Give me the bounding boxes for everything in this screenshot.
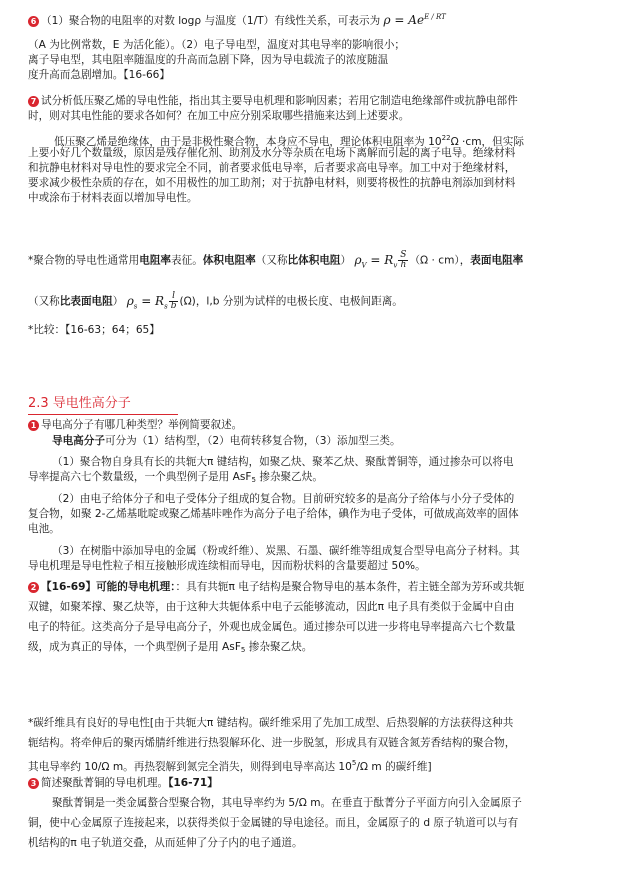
p6-line-3: 其电导率约 10/Ω m。再热裂解到氮完全消失，则得到电导率高达 $10^5/\Omega$ m 的碳纤维] (28, 759, 432, 773)
p6-line-2: 轭结构。将牵伸后的聚丙烯腈纤维进行热裂解环化、进一步脱氢，形成具有双链含氮芳香结构的聚合物， (28, 737, 516, 749)
p4-line-4: 导率提高六七个数量级，一个典型例子是用 AsF$_5$ 掺杂聚乙炔。 (28, 471, 323, 484)
p7-line-1: 3 简述聚酞菁铜的导电机理。【16-71】 (28, 776, 218, 790)
section-divider (28, 414, 178, 415)
formula: $\rho = Ae^{E / RT}$ (383, 13, 446, 27)
p2-line-1 (28, 94, 518, 108)
p1-line-2: （A 为比例常数，E 为活化能）。（2）电子导电型，温度对其电导率的影响很小； (28, 39, 405, 51)
fraction-l-over-b: $\frac{l}{b}$ (170, 291, 177, 311)
number-badge-1-icon: 1 (28, 420, 39, 431)
p3-line-1: *聚合物的导电性通常用电阻率表征。体积电阻率（又称比体积电阻） $\rho_V = R_v$ $\frac{S}{h}$ （Ω · cm），表面电阻率 (28, 250, 524, 270)
p2-line-2: 时，则对其电性能的要求各如何？在加工中应分别采取哪些措施来达到上述要求。 (28, 110, 410, 122)
p5-line-3: 电子的特征。这类高分子是导电高分子，外观也成金属色。通过掺杂可以进一步将电导率提高六七个数量 (28, 621, 516, 633)
p4-line-8: （3）在树脂中添加导电的金属（粉或纤维）、炭黑、石墨、碳纤维等组成复合型导电高分子材料。其 (52, 545, 520, 557)
number-badge-2-icon: 2 (28, 582, 39, 593)
p4-line-5: （2）由电子给体分子和电子受体分子组成的复合物。目前研究较多的是高分子给体与小分子受体的 (52, 493, 515, 505)
number-badge-3-icon: 3 (28, 778, 39, 789)
p1-text: （1）聚合物的电阻率的对数 logρ 与温度（1/T）有线性关系，可表示为 (41, 15, 381, 27)
p1-line-3: 离子导电型，其电阻率随温度的升高而急剧下降，因为导电载流子的浓度随温 (28, 54, 389, 66)
p5-line-2: 双键，如聚苯撑、聚乙炔等，由于这种大共轭体系中电子云能够流动，因此π 电子具有类似于金属中自由 (28, 601, 515, 613)
section-title: 2.3 导电性高分子 (28, 396, 131, 411)
surface-resistivity-formula: $\rho_s = R_s$ (126, 293, 168, 310)
p7-line-2: 聚酞菁铜是一类金属螯合型聚合物，其电导率约为 5/Ω m。在垂直于酞菁分子平面方向引入金属原子 (52, 797, 522, 809)
p7-line-3: 铜，使中心金属原子连接起来，以获得类似于金属键的导电途径。而且，金属原子的 d 原子轨道可以与有 (28, 817, 519, 829)
fraction-s-over-h: $\frac{S}{h}$ (400, 250, 407, 270)
p2-line-4: 上要小好几个数量级，原因是残存催化剂、助剂及水分等杂质在电场下离解而引起的离子电导。绝缘材料 (28, 147, 516, 159)
p4-line-9: 导电机理是导电性粒子相互接触形成连续相而导电，因而粉状料的含量要超过 50%。 (28, 560, 426, 572)
p2-line-3: 低压聚乙烯是绝缘体，由于是非极性聚合物，本身应不导电，理论体积电阻率为 $10^{22}\Omega \cdot cm$，但实际 (54, 134, 524, 148)
number-badge-7-icon: 7 (28, 96, 39, 107)
p3-line-3: *比较：【16-63；64；65】 (28, 324, 160, 336)
p2-line-7: 中或涂布于材料表面以增加导电性。 (28, 192, 198, 204)
volume-resistivity-formula: $\rho_V = R_v$ (354, 252, 398, 269)
p4-line-3: （1）聚合物自身具有长的共轭大π 键结构，如聚乙炔、聚苯乙炔、聚酞菁铜等，通过掺杂可以将电 (52, 456, 514, 468)
p4-line-2: 导电高分子可分为（1）结构型，（2）电荷转移复合物，（3）添加型三类。 (52, 435, 401, 447)
p4-line-1: 1 导电高分子有哪几种类型？举例简要叙述。 (28, 418, 242, 432)
p6-line-1: *碳纤维具有良好的导电性[由于共轭大π 键结构。碳纤维采用了先加工成型、后热裂解的方法获得这种共 (28, 717, 514, 729)
p1-line-1 (28, 10, 446, 28)
p3-line-2: （又称比表面电阻） $\rho_s = R_s$ $\frac{l}{b}$ (Ω)，l,b 分别为试样的电极长度、电极间距离。 (28, 291, 403, 311)
p2-line-5: 和抗静电材料对导电性的要求完全不同，前者要求低电导率，后者要求高电导率。加工中对于绝缘材料， (28, 162, 516, 174)
p7-line-4: 机结构的π 电子轨道交叠，从而延伸了分子内的电子通道。 (28, 837, 303, 849)
p5-line-1: 2 【16-69】可能的导电机理：：具有共轭π 电子结构是聚合物导电的基本条件，若主链全部为芳环或共轭 (28, 580, 524, 594)
number-badge-6-icon: 6 (28, 16, 39, 27)
p5-line-4: 级，成为真正的导体，一个典型例子是用 AsF$_5$ 掺杂聚乙炔。 (28, 641, 313, 654)
p2-line-6: 要求减少极性杂质的存在，如不用极性的加工助剂；对于抗静电材料，则要将极性的抗静电剂添加到材料 (28, 177, 516, 189)
p4-line-7: 电池。 (28, 523, 60, 535)
p4-line-6: 复合物，如聚 2-乙烯基吡啶或聚乙烯基咔唑作为高分子电子给体，碘作为电子受体，可做成高效率的固体 (28, 508, 519, 520)
p2-question: 试分析低压聚乙烯的导电性能，指出其主要导电机理和影响因素；若用它制造电绝缘部件或抗静电部件 (41, 95, 518, 107)
p1-line-4: 度升高而急剧增加。【16-66】 (28, 69, 171, 81)
